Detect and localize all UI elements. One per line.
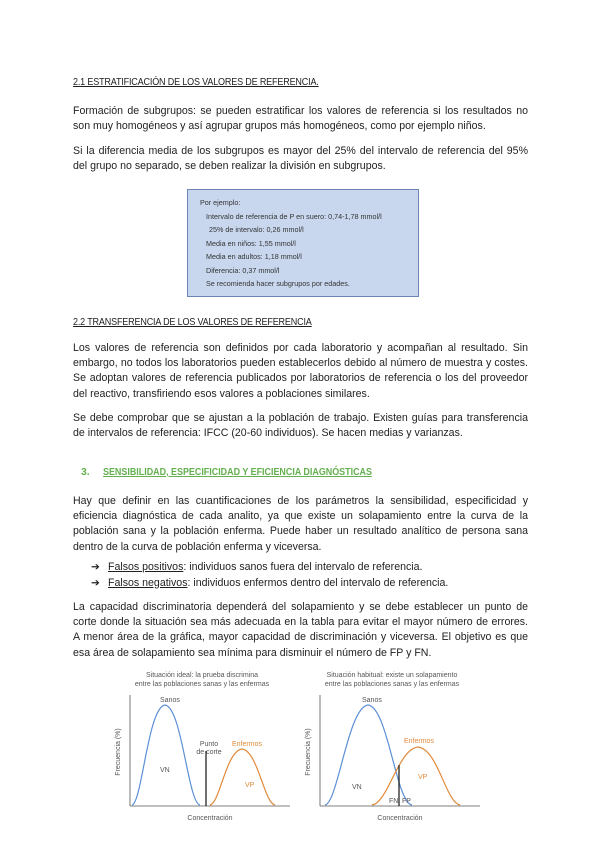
label-enfermos: Enfermos	[232, 741, 262, 748]
label-sanos: Sanos	[362, 697, 382, 704]
figure-caption-2: entre las poblaciones sanas y las enfermas	[324, 681, 460, 688]
sick-curve	[372, 747, 460, 805]
arrow-icon: ➔	[91, 561, 100, 573]
label-cutoff-1: Punto	[199, 741, 219, 748]
figure-usual-svg	[300, 667, 485, 827]
example-line: Intervalo de referencia de P en suero: 0,74-1,78 mmol/l	[206, 211, 382, 221]
x-axis-label: Concentración	[187, 815, 233, 822]
example-line: Media en niños: 1,55 mmol/l	[206, 238, 296, 248]
label-fp: FP	[402, 798, 411, 805]
label-vp: VP	[245, 782, 255, 789]
list-item	[91, 560, 448, 576]
example-box	[187, 189, 419, 297]
label-cutoff-2: de corte	[196, 749, 222, 756]
label-fn: FN	[389, 798, 399, 805]
section-2-1-paragraph-1: Formación de subgrupos: se pueden estratificar los valores de referencia si los resultados no son muy homogéneos y así agrupar grupos más homogéneos, como por ejemplo niños.	[73, 105, 528, 133]
figure-caption-2: entre las poblaciones sanas y las enfermas	[134, 681, 270, 688]
section-2-1-paragraph-2: Si la diferencia media de los subgrupos es mayor del 25% del intervalo de referencia del 95% del grupo no separado, se deben realizar la división en subgrupos.	[73, 145, 528, 173]
label-vn: VN	[352, 784, 362, 791]
example-line: Se recomienda hacer subgrupos por edades.	[206, 279, 350, 288]
section-2-1-title: 2.1 ESTRATIFICACIÓN DE LOS VALORES DE REFERENCIA.	[73, 76, 319, 88]
figure-ideal-svg	[110, 667, 295, 827]
figure-caption-1: Situación ideal: la prueba discrimina	[145, 672, 259, 679]
figure-caption-1: Situación habitual: existe un solapamiento	[326, 672, 458, 679]
sick-curve	[210, 749, 275, 805]
label-sanos: Sanos	[160, 697, 180, 704]
x-axis-label: Concentración	[377, 815, 423, 822]
bullet-text: : individuos enfermos dentro del intervalo de referencia.	[187, 576, 449, 589]
example-line: Diferencia: 0,37 mmol/l	[206, 265, 280, 275]
bullet-term: Falsos negativos	[108, 576, 188, 589]
example-heading: Por ejemplo:	[200, 198, 241, 207]
section-2-2-paragraph-1: Los valores de referencia son definidos por cada laboratorio y acompañan al resultado. Sin embargo, no todos los laboratorios pueden establecerlos debido al número de muestra y costes. Se adoptan valores de referencia publicados por laboratorios de referencia o los del proveedor del reactivo, transfiriendo esos valores a poblaciones similares.	[73, 342, 528, 400]
section-3-heading	[81, 467, 416, 478]
section-2-2-title: 2.2 TRANSFERENCIA DE LOS VALORES DE REFERENCIA	[73, 316, 312, 328]
label-enfermos: Enfermos	[404, 738, 434, 745]
bullet-text: : individuos sanos fuera del intervalo de referencia.	[183, 561, 423, 573]
arrow-icon: ➔	[91, 576, 100, 589]
figure-usual	[300, 667, 485, 827]
healthy-curve	[132, 705, 200, 805]
example-line: Media en adultos: 1,18 mmol/l	[206, 252, 302, 261]
section-2-2-paragraph-2: Se debe comprobar que se ajustan a la población de trabajo. Existen guías para transferencia de intervalos de referencia: IFCC (20-60 individuos). Se hacen medias y varianzas.	[73, 412, 528, 440]
figure-ideal	[110, 667, 295, 827]
y-axis-label: Frecuencia (%)	[115, 728, 122, 776]
section-3-paragraph-1: Hay que definir en las cuantificaciones de los parámetros la sensibilidad, especificidad y eficiencia diagnóstica de cada analito, ya que existe un solapamiento entre la curva de la población sana y la población enferma. Puede haber un resultado analítico de persona sana dentro de la curva de población enferma y viceversa.	[73, 495, 528, 553]
bullet-term: Falsos positivos	[108, 561, 184, 573]
y-axis-label: Frecuencia (%)	[305, 728, 312, 776]
label-vp: VP	[418, 774, 428, 781]
section-3-title: SENSIBILIDAD, ESPECIFICIDAD Y EFICIENCIA DIAGNÓSTICAS	[103, 467, 372, 478]
example-line: 25% de intervalo: 0,26 mmol/l	[209, 225, 304, 234]
list-item	[91, 576, 448, 592]
label-vn: VN	[160, 767, 170, 774]
section-3-number: 3.	[81, 467, 90, 478]
section-3-paragraph-2: La capacidad discriminatoria dependerá del solapamiento y se debe establecer un punto de corte donde la situación sea más adecuada en la tabla para evitar el mayor número de errores. A menor área de la gráfica, mayor capacidad de discriminación y viceversa. El objetivo es que esa área de solapamiento sea mínima para disminuir el número de FP y FN.	[73, 601, 528, 659]
bullet-list	[91, 560, 448, 591]
